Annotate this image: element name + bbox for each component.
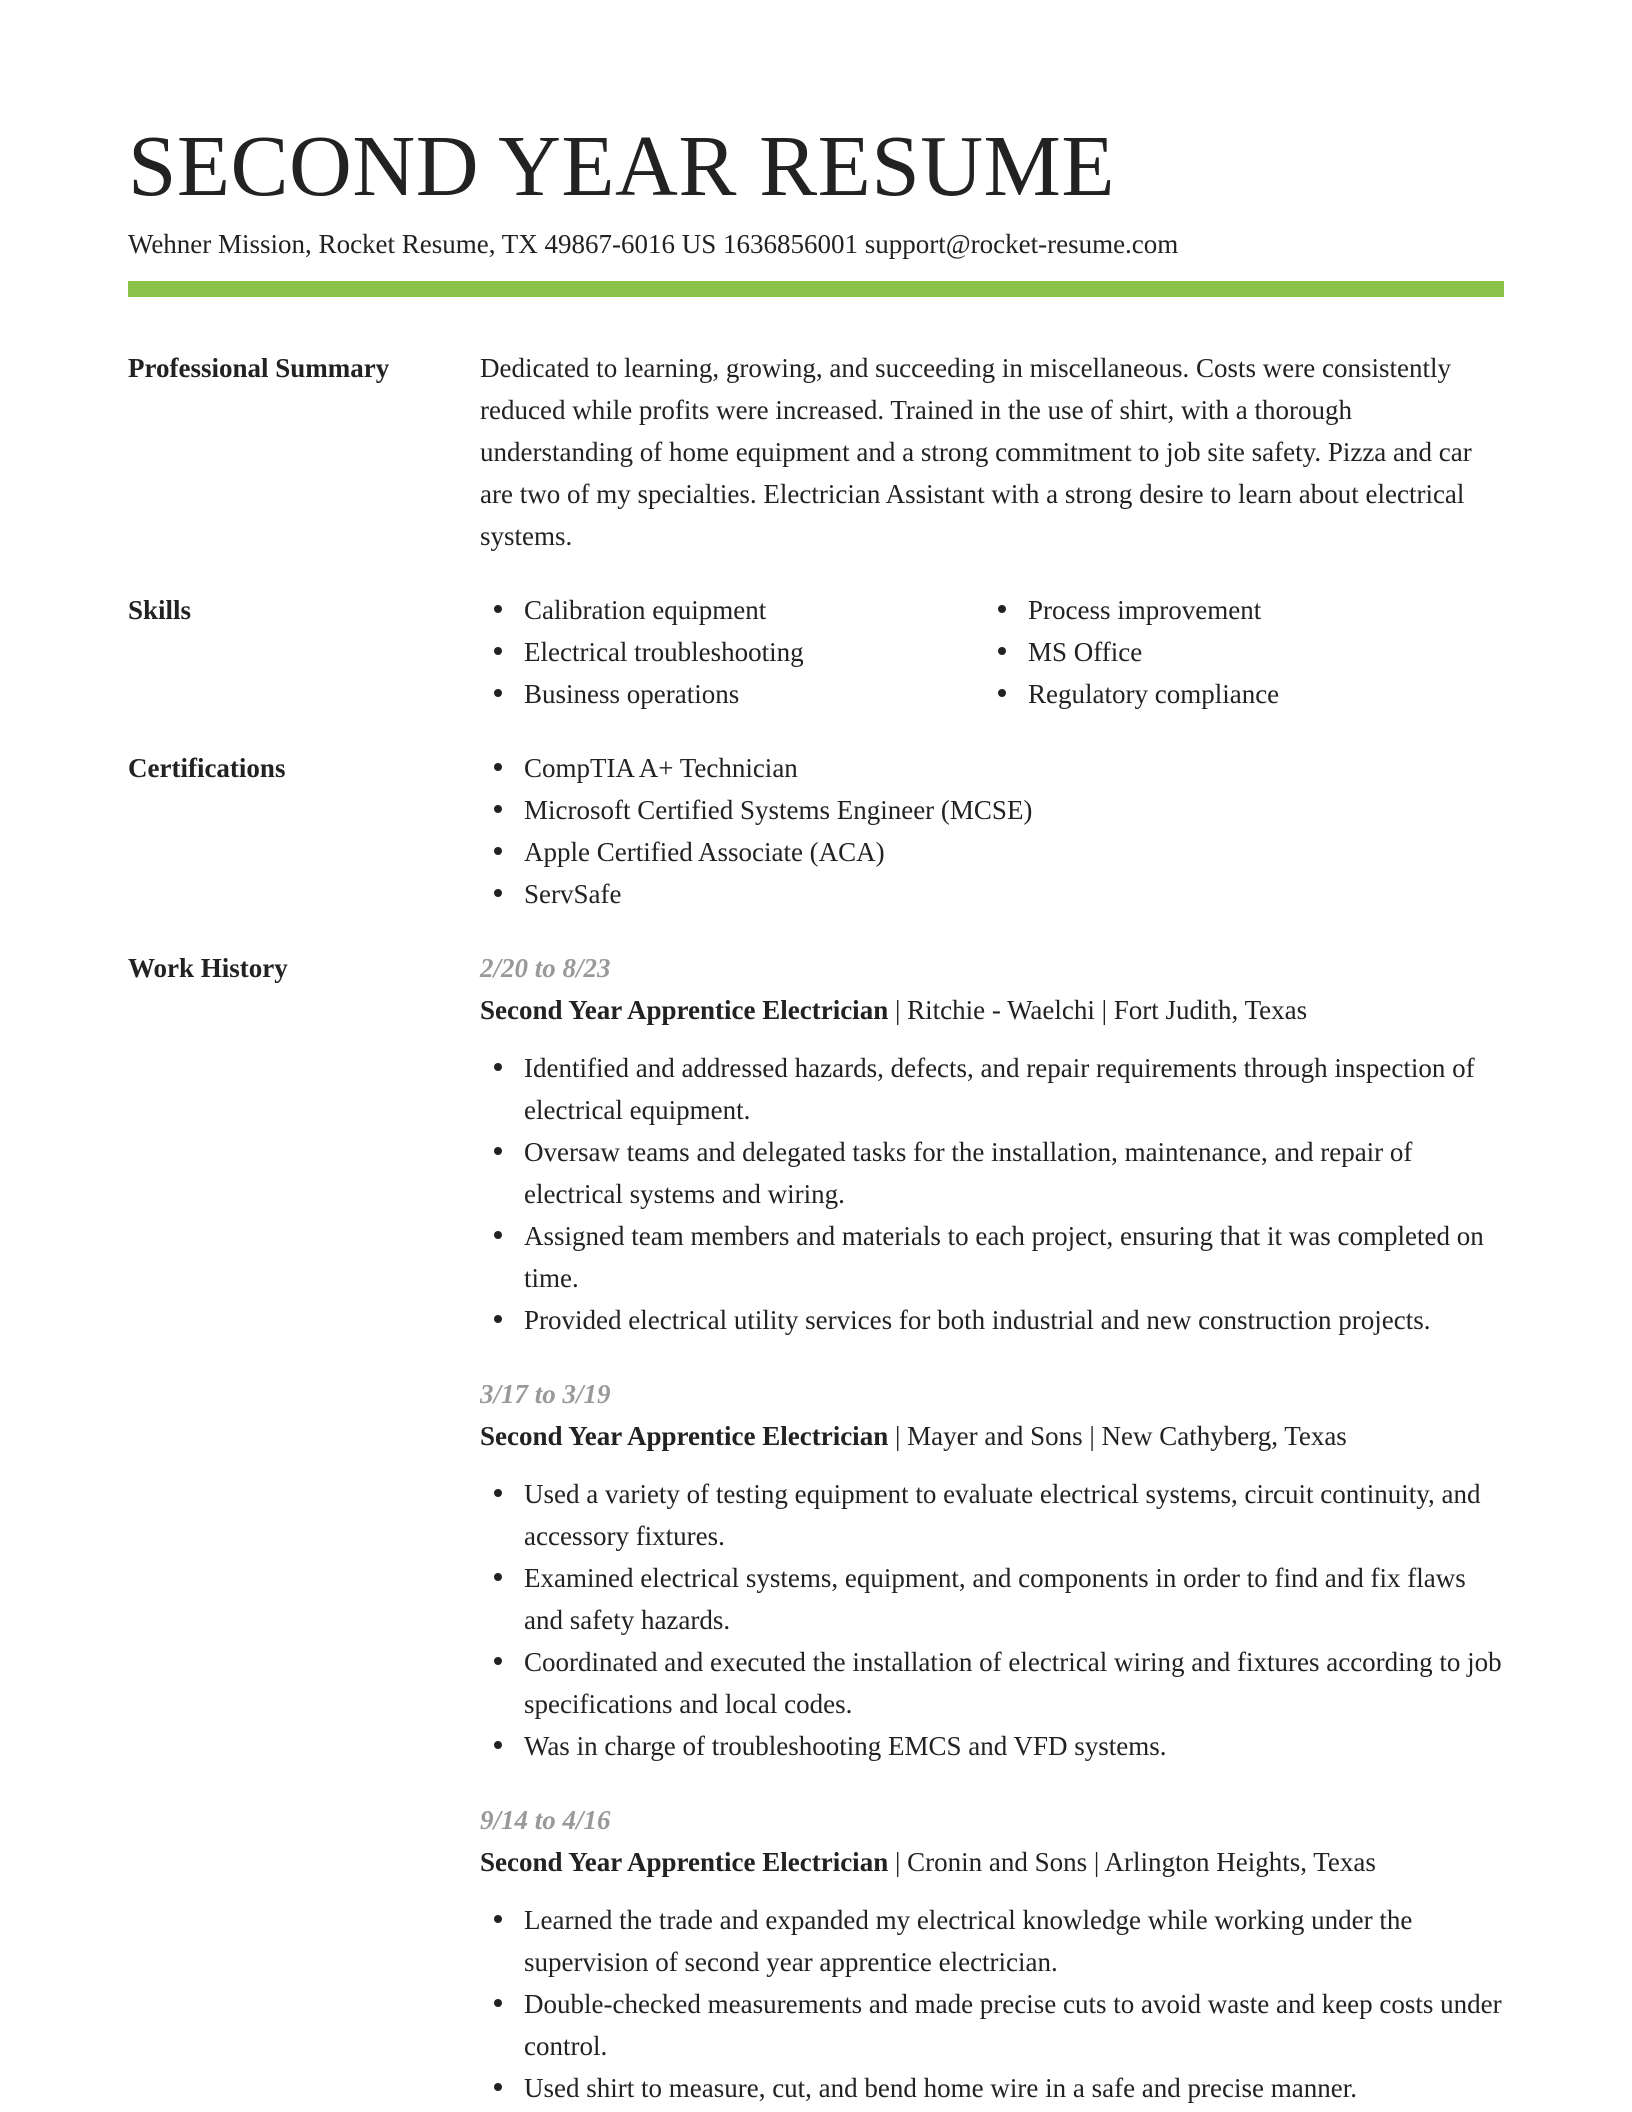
job-bullet: Assigned team members and materials to each project, ensuring that it was completed on time. xyxy=(480,1215,1504,1299)
job-title: Second Year Apprentice Electrician xyxy=(480,994,889,1025)
job-details: | Ritchie - Waelchi | Fort Judith, Texas xyxy=(888,994,1308,1025)
skill-item: Process improvement xyxy=(984,589,1488,631)
skills-list-left xyxy=(480,589,984,715)
job-bullet: Examined electrical systems, equipment, and components in order to find and fix flaws and safety hazards. xyxy=(480,1557,1504,1641)
job-bullets xyxy=(480,1473,1504,1767)
job-bullet: Provided electrical utility services for both industrial and new construction projects. xyxy=(480,1299,1504,1341)
skill-item: Business operations xyxy=(480,673,984,715)
job-bullet: Identified and addressed hazards, defects, and repair requirements through inspection of electrical equipment. xyxy=(480,1047,1504,1131)
skills-section xyxy=(128,589,1504,715)
work-history-heading: Work History xyxy=(128,952,288,983)
accent-divider xyxy=(128,281,1504,297)
certification-item: CompTIA A+ Technician xyxy=(480,747,1504,789)
job-date: 2/20 to 8/23 xyxy=(480,952,611,983)
job-bullets xyxy=(480,1047,1504,1341)
certifications-heading: Certifications xyxy=(128,752,286,783)
skills-grid xyxy=(480,589,1504,715)
summary-heading: Professional Summary xyxy=(128,352,390,383)
job-title: Second Year Apprentice Electrician xyxy=(480,1846,889,1877)
job-entry xyxy=(480,947,1504,1341)
job-bullet: Used shirt to measure, cut, and bend home wire in a safe and precise manner. xyxy=(480,2067,1504,2109)
skill-item: MS Office xyxy=(984,631,1488,673)
resume-page xyxy=(128,118,1504,2109)
certifications-list xyxy=(480,747,1504,915)
skills-heading: Skills xyxy=(128,594,192,625)
job-bullets xyxy=(480,1899,1504,2109)
job-entry xyxy=(480,1373,1504,1767)
job-date: 3/17 to 3/19 xyxy=(480,1378,611,1409)
summary-text: Dedicated to learning, growing, and succeeding in miscellaneous. Costs were consistently reduced while profits were increased. Trained in the use of shirt, with a thorough understanding of home equipment and a strong commitment to job site safety. Pizza and car are two of my specialties. Electrician Assistant with a strong desire to learn about electrical systems. xyxy=(480,352,1472,551)
job-title: Second Year Apprentice Electrician xyxy=(480,1420,889,1451)
work-history-section xyxy=(128,947,1504,2109)
certifications-section xyxy=(128,747,1504,915)
work-history-body xyxy=(480,947,1504,2109)
job-bullet: Oversaw teams and delegated tasks for the installation, maintenance, and repair of electrical systems and wiring. xyxy=(480,1131,1504,1215)
job-bullet: Double-checked measurements and made precise cuts to avoid waste and keep costs under control. xyxy=(480,1983,1504,2067)
job-bullet: Used a variety of testing equipment to evaluate electrical systems, circuit continuity, and accessory fixtures. xyxy=(480,1473,1504,1557)
job-bullet: Learned the trade and expanded my electrical knowledge while working under the supervision of second year apprentice electrician. xyxy=(480,1899,1504,1983)
certification-item: Apple Certified Associate (ACA) xyxy=(480,831,1504,873)
job-header xyxy=(480,1415,1504,1457)
certifications-body xyxy=(480,747,1504,915)
skill-item: Calibration equipment xyxy=(480,589,984,631)
skills-list-right xyxy=(984,589,1488,715)
certification-item: ServSafe xyxy=(480,873,1504,915)
contact-info: Wehner Mission, Rocket Resume, TX 49867-6016 US 1636856001 support@rocket-resume.com xyxy=(128,228,1179,259)
resume-title: SECOND YEAR RESUME xyxy=(128,117,1116,214)
job-date: 9/14 to 4/16 xyxy=(480,1804,611,1835)
skill-item: Electrical troubleshooting xyxy=(480,631,984,673)
job-entry xyxy=(480,1799,1504,2109)
summary-section xyxy=(128,347,1504,557)
job-details: | Cronin and Sons | Arlington Heights, Texas xyxy=(888,1846,1376,1877)
job-bullet: Coordinated and executed the installation of electrical wiring and fixtures according to job specifications and local codes. xyxy=(480,1641,1504,1725)
skill-item: Regulatory compliance xyxy=(984,673,1488,715)
job-header xyxy=(480,989,1504,1031)
certification-item: Microsoft Certified Systems Engineer (MCSE) xyxy=(480,789,1504,831)
job-header xyxy=(480,1841,1504,1883)
job-bullet: Was in charge of troubleshooting EMCS and VFD systems. xyxy=(480,1725,1504,1767)
job-details: | Mayer and Sons | New Cathyberg, Texas xyxy=(888,1420,1347,1451)
